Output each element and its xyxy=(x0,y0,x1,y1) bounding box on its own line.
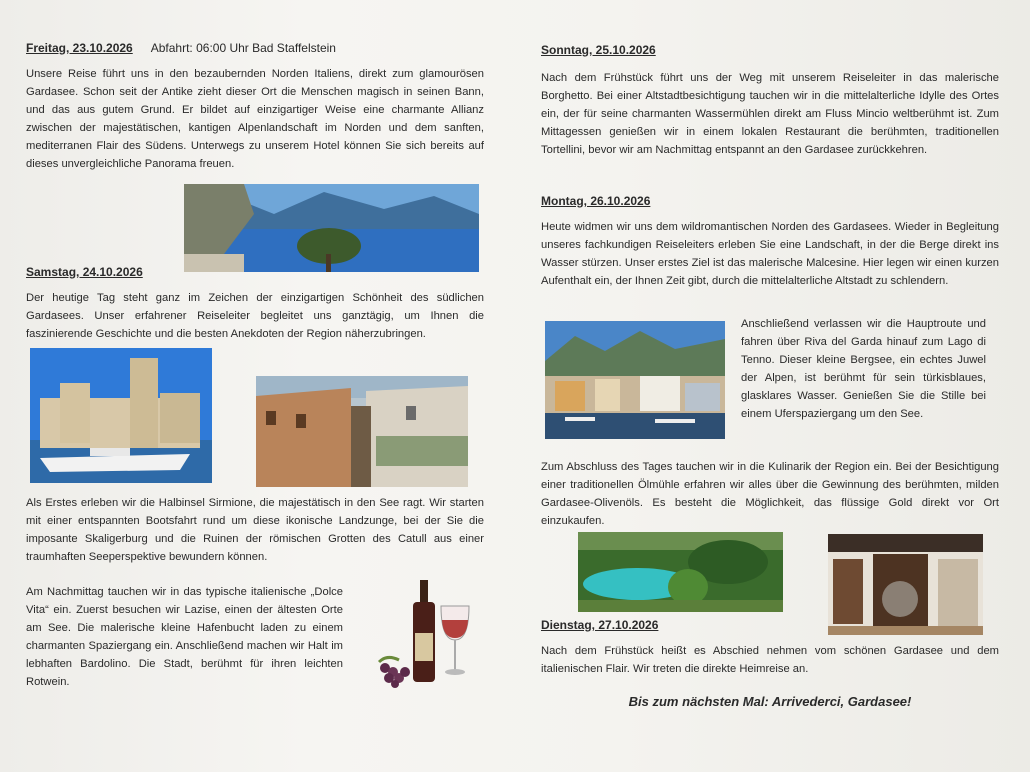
tuesday-heading xyxy=(541,615,999,635)
saturday-date: Samstag, 24.10.2026 xyxy=(26,265,143,279)
wine-bottle-glass-image xyxy=(375,578,475,688)
saturday-section xyxy=(26,262,484,344)
sirmione-castle-image xyxy=(30,348,212,483)
lake-panorama-image xyxy=(184,184,479,272)
tuesday-date: Dienstag, 27.10.2026 xyxy=(541,618,659,632)
sunday-section xyxy=(541,40,999,160)
tuesday-section xyxy=(541,615,999,679)
monday-date: Montag, 26.10.2026 xyxy=(541,194,651,208)
tuesday-text: Nach dem Frühstück heißt es Abschied nehmen vom schönen Gardasee und dem italienischen Flair. Wir treten die direkte Heimreise an. xyxy=(541,645,999,675)
friday-heading xyxy=(26,38,484,58)
saturday-text: Der heutige Tag steht ganz im Zeichen der einzigartigen Schönheit des südlichen Gardasees. Unser erfahrener Reiseleiter begleitet uns ganztägig, um Ihnen die faszinierende Geschichte und die besten Anekdoten der Region näherzubringen. xyxy=(26,292,484,340)
sunday-text: Nach dem Frühstück führt uns der Weg mit unserem Reiseleiter in das malerische Borghetto. Bei einer Altstadtbesichtigung tauchen wir in die mittelalterliche Idylle des Ortes ein, der für seine charmanten Wassermühlen direkt am Fluss Mincio weltberühmt ist. Zum Mittagessen genießen wir in einem lokalen Restaurant die berühmten, traditionellen Tortellini, bevor wir am Nachmittag entspannt an den Gardasee zurückkehren. xyxy=(541,72,999,156)
monday-section xyxy=(541,191,999,291)
friday-section xyxy=(26,38,484,173)
lago-di-tenno-image xyxy=(578,532,783,612)
lago-di-tenno-text: Anschließend verlassen wir die Hauptroute und fahren über Riva del Garda hinauf zum Lago di Tenno. Dieser kleine Bergsee, ein echtes Juwel der Alpen, ist berühmt für sein türkisblaues, glasklares Wasser. Genießen Sie die Stille bei einem Uferspaziergang um den See. xyxy=(741,318,986,420)
olive-mill-text: Zum Abschluss des Tages tauchen wir in die Kulinarik der Region ein. Bei der Besichtigung einer traditionellen Ölmühle erfahren wir alles über die Gewinnung des berühmten, milden Gardasee-Olivenöls. Es besteht die Möglichkeit, das flüssige Gold direkt vor Ort einzukaufen. xyxy=(541,461,999,527)
monday-heading xyxy=(541,191,999,211)
friday-date: Freitag, 23.10.2026 xyxy=(26,41,133,55)
malcesine-town-image xyxy=(545,321,725,439)
saturday-heading xyxy=(26,262,484,282)
afternoon-text: Am Nachmittag tauchen wir in das typische italienische „Dolce Vita“ ein. Zuerst besuchen wir Lazise, einen der ältesten Orte am See. Die malerische kleine Hafenbucht laden zu einem charmanten Spaziergang ein. Anschließend machen wir Halt im lebhaften Bardolino. Die Stadt, berühmt für ihren leichten Rotwein. xyxy=(26,586,343,688)
friday-text: Unsere Reise führt uns in den bezaubernden Norden Italiens, direkt zum glamourösen Gardasee. Schon seit der Antike zieht dieser Ort die Menschen magisch in seinen Bann, und das aus gutem Grund. Er bildet auf einzigartiger Weise eine charmante Allianz zwischen der majestätischen, kantigen Alpenlandschaft im Norden und dem sanften, mediterranen Flair des Südens. Unterwegs zu unserem Hotel können Sie sich bereits auf dieses unvergleichliche Panorama freuen. xyxy=(26,68,484,170)
lazise-harbor-image xyxy=(256,376,468,487)
sirmione-text: Als Erstes erleben wir die Halbinsel Sirmione, die majestätisch in den See ragt. Wir starten mit einer entspannten Bootsfahrt rund um diese ikonische Landzunge, bei der Sie die imposante Skaligerburg und die Ruinen der römischen Grotten des Catull aus einer traumhaften Seeperspektive bewundern können. xyxy=(26,497,484,563)
sunday-heading xyxy=(541,40,999,60)
monday-text: Heute widmen wir uns dem wildromantischen Norden des Gardasees. Wieder in Begleitung unseres fachkundigen Reiseleiters erleben Sie eine Landschaft, in der die Berge direkt ins Wasser stürzen. Unser erstes Ziel ist das malerische Malcesine. Hier legen wir einen kurzen Aufenthalt ein, der Ihnen Zeit gibt, durch die mittelalterliche Altstadt zu schlendern. xyxy=(541,221,999,287)
closing-message: Bis zum nächsten Mal: Arrivederci, Gardasee! xyxy=(628,694,912,709)
sunday-date: Sonntag, 25.10.2026 xyxy=(541,43,656,57)
departure-info: Abfahrt: 06:00 Uhr Bad Staffelstein xyxy=(150,41,336,55)
